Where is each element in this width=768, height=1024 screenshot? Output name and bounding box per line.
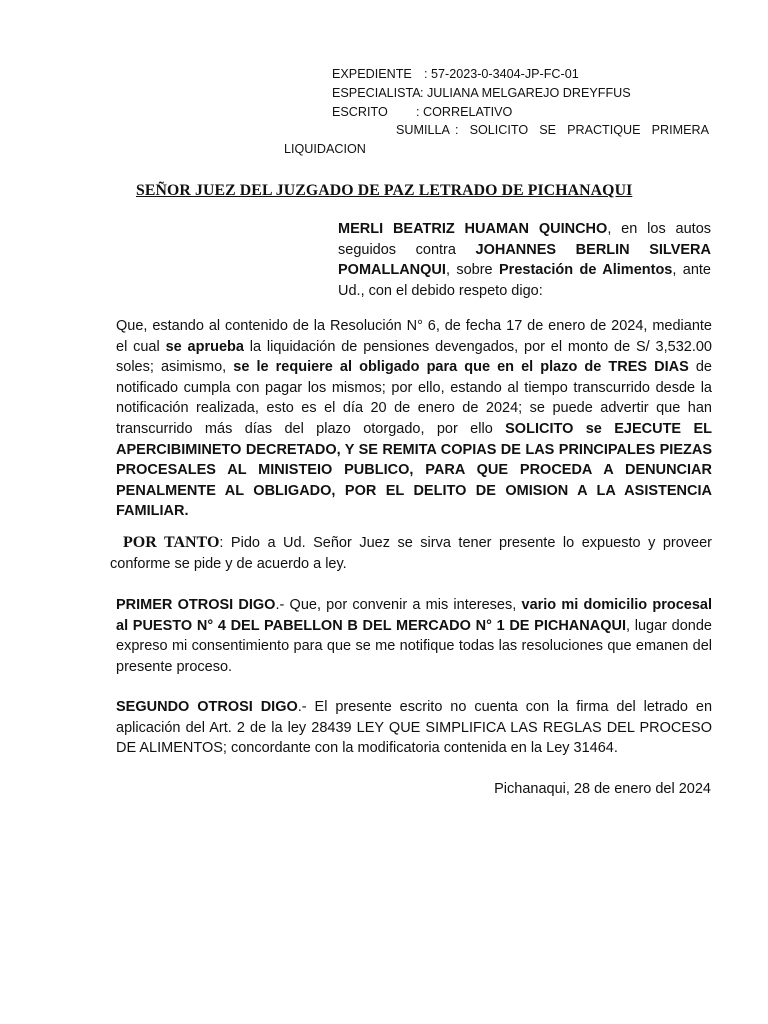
main-body-paragraph — [116, 316, 712, 522]
intro-paragraph — [338, 219, 711, 301]
body-bold-1: se aprueba — [165, 338, 244, 355]
intro-text-3: , ante Ud., con el debido respeto digo: — [338, 262, 712, 299]
por-tanto-label: POR TANTO — [123, 534, 220, 551]
body-text-1: Que, estando al contenido de la Resolución N° 6, de fecha 17 de enero de 2024, mediante el cual — [116, 318, 712, 355]
defendant-name: JOHANNES BERLIN SILVERA POMALLANQUI — [338, 241, 711, 279]
sumilla-label: SUMILLA — [396, 123, 450, 137]
primer-otrosi-bold: vario mi domicilio procesal al PUESTO N° 4 DEL PABELLON B DEL MERCADO N° 1 DE PICHANAQUI — [116, 597, 713, 634]
primer-otrosi-text-1: .- Que, por convenir a mis intereses, — [275, 597, 522, 613]
sumilla-row — [284, 121, 709, 140]
document-title: SEÑOR JUEZ DEL JUZGADO DE PAZ LETRADO DE PICHANAQUI — [136, 182, 633, 199]
expediente-label: EXPEDIENTE — [332, 67, 412, 81]
primer-otrosi-paragraph — [116, 595, 712, 677]
body-bold-3: SOLICITO se EJECUTE EL APERCIBIMINETO DECRETADO, Y SE REMITA COPIAS DE LAS PRINCIPALES PIEZAS PROCESALES AL MINISTEIO PUBLICO, PARA QUE PROCEDA A DENUNCIAR PENALMENTE AL OBLIGADO, POR EL DELITO DE OMISION A LA ASISTENCIA FAMILIAR. — [116, 420, 712, 520]
por-tanto-text: : Pido a Ud. Señor Juez se sirva tener presente lo expuesto y proveer conforme se pide y de acuerdo a ley. — [110, 535, 712, 572]
especialista-value: : JULIANA MELGAREJO DREYFFUS — [420, 86, 631, 100]
intro-text-1: , en los autos seguidos contra — [338, 221, 712, 258]
header-especialista — [332, 84, 631, 102]
segundo-otrosi-text: .- El presente escrito no cuenta con la firma del letrado en aplicación del Art. 2 de la ley 28439 LEY QUE SIMPLIFICA LAS REGLAS DEL PROCESO DE ALIMENTOS; concordante con la modificatoria contenida en la Ley 31464. — [116, 699, 713, 757]
date-line: Pichanaqui, 28 de enero del 2024 — [494, 781, 711, 797]
sumilla-continuation: LIQUIDACION — [284, 142, 366, 156]
escrito-value: : CORRELATIVO — [416, 105, 513, 119]
sumilla-value: : SOLICITO SE PRACTIQUE PRIMERA — [455, 123, 709, 137]
especialista-label: ESPECIALISTA — [332, 86, 421, 100]
plaintiff-name: MERLI BEATRIZ HUAMAN QUINCHO — [338, 221, 608, 237]
case-matter: Prestación de Alimentos — [499, 262, 673, 279]
intro-text-2: , sobre — [445, 262, 499, 279]
primer-otrosi-label: PRIMER OTROSI DIGO — [116, 597, 276, 613]
segundo-otrosi-label: SEGUNDO OTROSI DIGO — [116, 699, 298, 715]
header-expediente — [332, 65, 579, 83]
body-bold-2: se le requiere al obligado para que en el plazo de TRES DIAS — [233, 359, 689, 376]
escrito-label: ESCRITO — [332, 105, 388, 119]
body-text-2: la liquidación de pensiones devengados, por el monto de S/ 3,532.00 soles; asimismo, — [116, 338, 712, 376]
por-tanto-paragraph — [110, 533, 712, 574]
header-sumilla — [284, 121, 709, 159]
segundo-otrosi-paragraph — [116, 697, 712, 759]
header-escrito — [332, 103, 512, 121]
expediente-value: : 57-2023-0-3404-JP-FC-01 — [424, 67, 579, 81]
body-text-3: de notificado cumpla con pagar los mismos; por ello, estando al tiempo transcurrido desde la notificación realizada, esto es el día 20 de enero de 2024; se puede advertir que han transcurrido más días del plazo otorgado, por ello — [116, 359, 712, 437]
primer-otrosi-text-2: , lugar donde expreso mi consentimiento para que se me notifique todas las resoluciones que emanen del presente proceso. — [116, 617, 712, 675]
